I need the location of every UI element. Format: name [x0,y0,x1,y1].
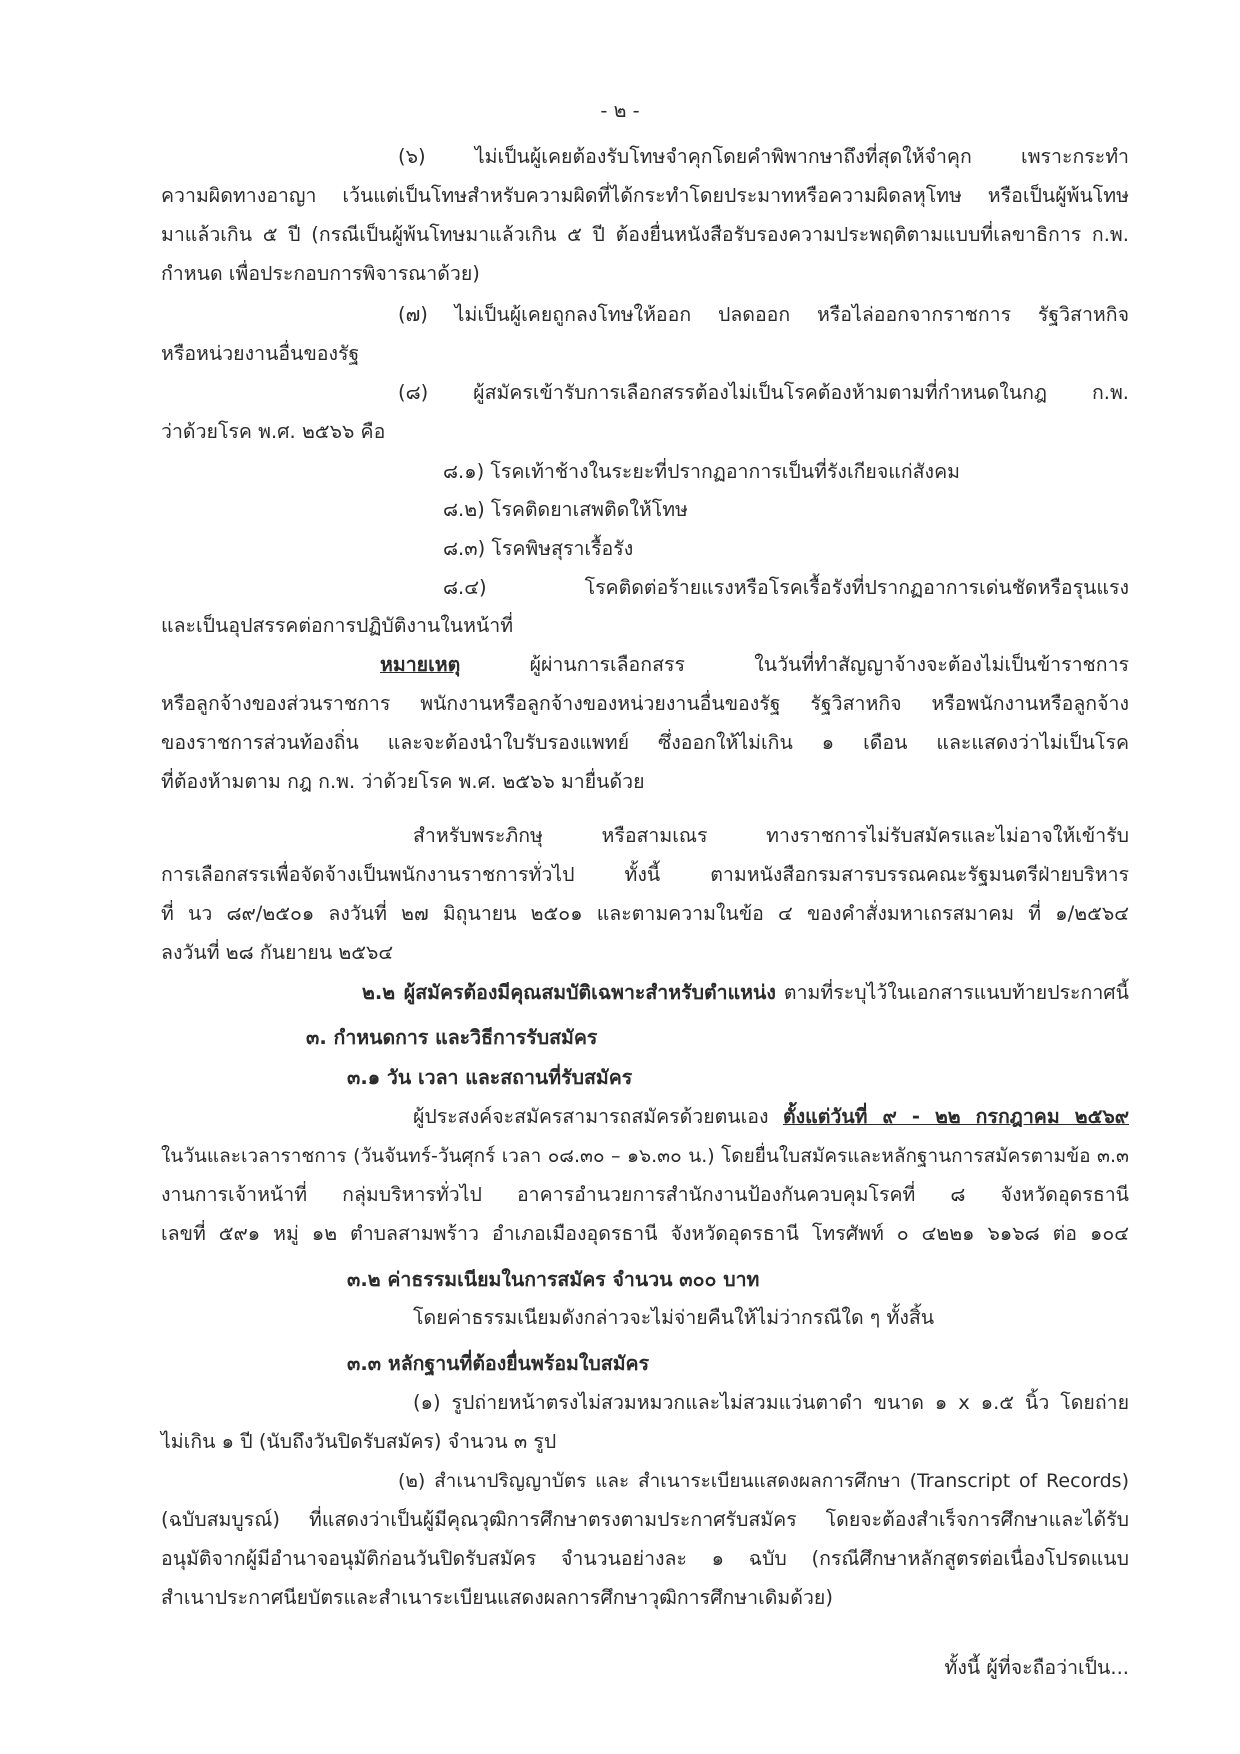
disease-8-4-line-1: ๘.๔) โรคติดต่อร้ายแรงหรือโรคเรื้อรังที่ปรากฏอาการเด่นชัดหรือรุนแรง [443,576,1129,599]
note-text: ผู้ผ่านการเลือกสรร ในวันที่ทำสัญญาจ้างจะต้องไม่เป็นข้าราชการ [460,653,1129,676]
document-1-line-2: ไม่เกิน ๑ ปี (นับถึงวันปิดรับสมัคร) จำนวน ๓ รูป [161,1430,557,1453]
disease-8-4-line-2: และเป็นอุปสรรคต่อการปฏิบัติงานในหน้าที่ [161,614,514,637]
continuation-footer: ทั้งนี้ ผู้ที่จะถือว่าเป็น... [944,1656,1129,1679]
section-3-2-text: โดยค่าธรรมเนียมดังกล่าวจะไม่จ่ายคืนให้ไม่ว่ากรณีใด ๆ ทั้งสิ้น [413,1306,935,1329]
section-2-2-text: ตามที่ระบุไว้ในเอกสารแนบท้ายประกาศนี้ [775,981,1129,1004]
section-3-heading: ๓. กำหนดการ และวิธีการรับสมัคร [306,1026,598,1049]
document-2-line-3: อนุมัติจากผู้มีอำนาจอนุมัติก่อนวันปิดรับสมัคร จำนวนอย่างละ ๑ ฉบับ (กรณีศึกษาหลักสูตรต่อเนื่องโปรดแนบ [161,1547,1129,1570]
page-number: - ๒ - [600,99,640,122]
document-1-line-1: (๑) รูปถ่ายหน้าตรงไม่สวมหมวกและไม่สวมแว่นตาดำ ขนาด ๑ x ๑.๕ นิ้ว โดยถ่าย [413,1391,1129,1414]
qualification-6-line-2: ความผิดทางอาญา เว้นแต่เป็นโทษสำหรับความผิดที่ได้กระทำโดยประมาทหรือความผิดลหุโทษ หรือเป็นผู้พ้นโทษ [161,184,1129,207]
qualification-8-line-2: ว่าด้วยโรค พ.ศ. ๒๕๖๖ คือ [161,420,386,443]
qualification-7-line-2: หรือหน่วยงานอื่นของรัฐ [161,342,360,365]
document-2-line-4: สำเนาประกาศนียบัตรและสำเนาระเบียนแสดงผลการศึกษาวุฒิการศึกษาเดิมด้วย) [161,1586,833,1609]
qualification-6-line-4: กำหนด เพื่อประกอบการพิจารณาด้วย) [161,262,480,285]
monk-line-2: การเลือกสรรเพื่อจัดจ้างเป็นพนักงานราชการทั่วไป ทั้งนี้ ตามหนังสือกรมสารบรรณคณะรัฐมนตรีฝ่ายบริหาร [161,863,1129,886]
disease-8-3: ๘.๓) โรคพิษสุราเรื้อรัง [443,537,634,560]
qualification-6-line-1: (๖) ไม่เป็นผู้เคยต้องรับโทษจำคุกโดยคำพิพากษาถึงที่สุดให้จำคุก เพราะกระทำ [398,145,1129,168]
note-line-1 [380,647,1129,683]
section-3-1-line-1 [413,1099,1129,1135]
section-3-1-heading: ๓.๑ วัน เวลา และสถานที่รับสมัคร [347,1066,633,1089]
qualification-6-line-3: มาแล้วเกิน ๕ ปี (กรณีเป็นผู้พ้นโทษมาแล้วเกิน ๕ ปี ต้องยื่นหนังสือรับรองความประพฤติตามแบบที่เลขาธิการ ก.พ. [161,223,1129,246]
section-3-2-heading: ๓.๒ ค่าธรรมเนียมในการสมัคร จำนวน ๓๐๐ บาท [347,1268,760,1291]
note-line-2: หรือลูกจ้างของส่วนราชการ พนักงานหรือลูกจ้างของหน่วยงานอื่นของรัฐ รัฐวิสาหกิจ หรือพนักงานหรือลูกจ้าง [161,692,1129,715]
section-2-2 [362,975,1129,1011]
section-3-1-line-4: เลขที่ ๕๙๑ หมู่ ๑๒ ตำบลสามพร้าว อำเภอเมืองอุดรธานี จังหวัดอุดรธานี โทรศัพท์ ๐ ๔๒๒๑ ๖๑๖๘ ต่อ ๑๐๔ [161,1222,1129,1245]
section-2-2-heading: ๒.๒ ผู้สมัครต้องมีคุณสมบัติเฉพาะสำหรับตำแหน่ง [362,981,776,1004]
document-2-line-1: (๒) สำเนาปริญญาบัตร และ สำเนาระเบียนแสดงผลการศึกษา (Transcript of Records) [398,1470,1129,1492]
note-line-4: ที่ต้องห้ามตาม กฎ ก.พ. ว่าด้วยโรค พ.ศ. ๒๕๖๖ มายื่นด้วย [161,770,645,793]
disease-8-1: ๘.๑) โรคเท้าช้างในระยะที่ปรากฏอาการเป็นที่รังเกียจแก่สังคม [443,460,960,483]
section-3-1-line-2: ในวันและเวลาราชการ (วันจันทร์-วันศุกร์ เวลา ๐๘.๓๐ – ๑๖.๓๐ น.) โดยยื่นใบสมัครและหลักฐานการสมัครตามข้อ ๓.๓ [161,1145,1129,1167]
qualification-7-line-1: (๗) ไม่เป็นผู้เคยถูกลงโทษให้ออก ปลดออก หรือไล่ออกจากราชการ รัฐวิสาหกิจ [398,303,1129,326]
monk-line-3: ที่ นว ๘๙/๒๕๐๑ ลงวันที่ ๒๗ มิถุนายน ๒๕๐๑ และตามความในข้อ ๔ ของคำสั่งมหาเถรสมาคม ที่ ๑/๒๕๖๔ [161,902,1129,925]
monk-line-4: ลงวันที่ ๒๘ กันยายน ๒๕๖๔ [161,941,394,964]
section-3-3-heading: ๓.๓ หลักฐานที่ต้องยื่นพร้อมใบสมัคร [347,1352,650,1375]
monk-line-1: สำหรับพระภิกษุ หรือสามเณร ทางราชการไม่รับสมัครและไม่อาจให้เข้ารับ [413,824,1129,847]
qualification-8-line-1: (๘) ผู้สมัครเข้ารับการเลือกสรรต้องไม่เป็นโรคต้องห้ามตามที่กำหนดในกฎ ก.พ. [398,381,1129,404]
section-3-1-text: ผู้ประสงค์จะสมัครสามารถสมัครด้วยตนเอง [413,1105,783,1128]
note-label: หมายเหตุ [380,653,461,676]
application-dates: ตั้งแต่วันที่ ๙ - ๒๒ กรกฎาคม ๒๕๖๙ [782,1105,1129,1128]
document-2-line-2: (ฉบับสมบูรณ์) ที่แสดงว่าเป็นผู้มีคุณวุฒิการศึกษาตรงตามประกาศรับสมัคร โดยจะต้องสำเร็จการศึกษาและได้รับ [161,1508,1129,1531]
note-line-3: ของราชการส่วนท้องถิ่น และจะต้องนำใบรับรองแพทย์ ซึ่งออกให้ไม่เกิน ๑ เดือน และแสดงว่าไม่เป็นโรค [161,731,1129,754]
disease-8-2: ๘.๒) โรคติดยาเสพติดให้โทษ [443,498,688,521]
section-3-1-line-3: งานการเจ้าหน้าที่ กลุ่มบริหารทั่วไป อาคารอำนวยการสำนักงานป้องกันควบคุมโรคที่ ๘ จังหวัดอุดรธานี [161,1183,1129,1206]
